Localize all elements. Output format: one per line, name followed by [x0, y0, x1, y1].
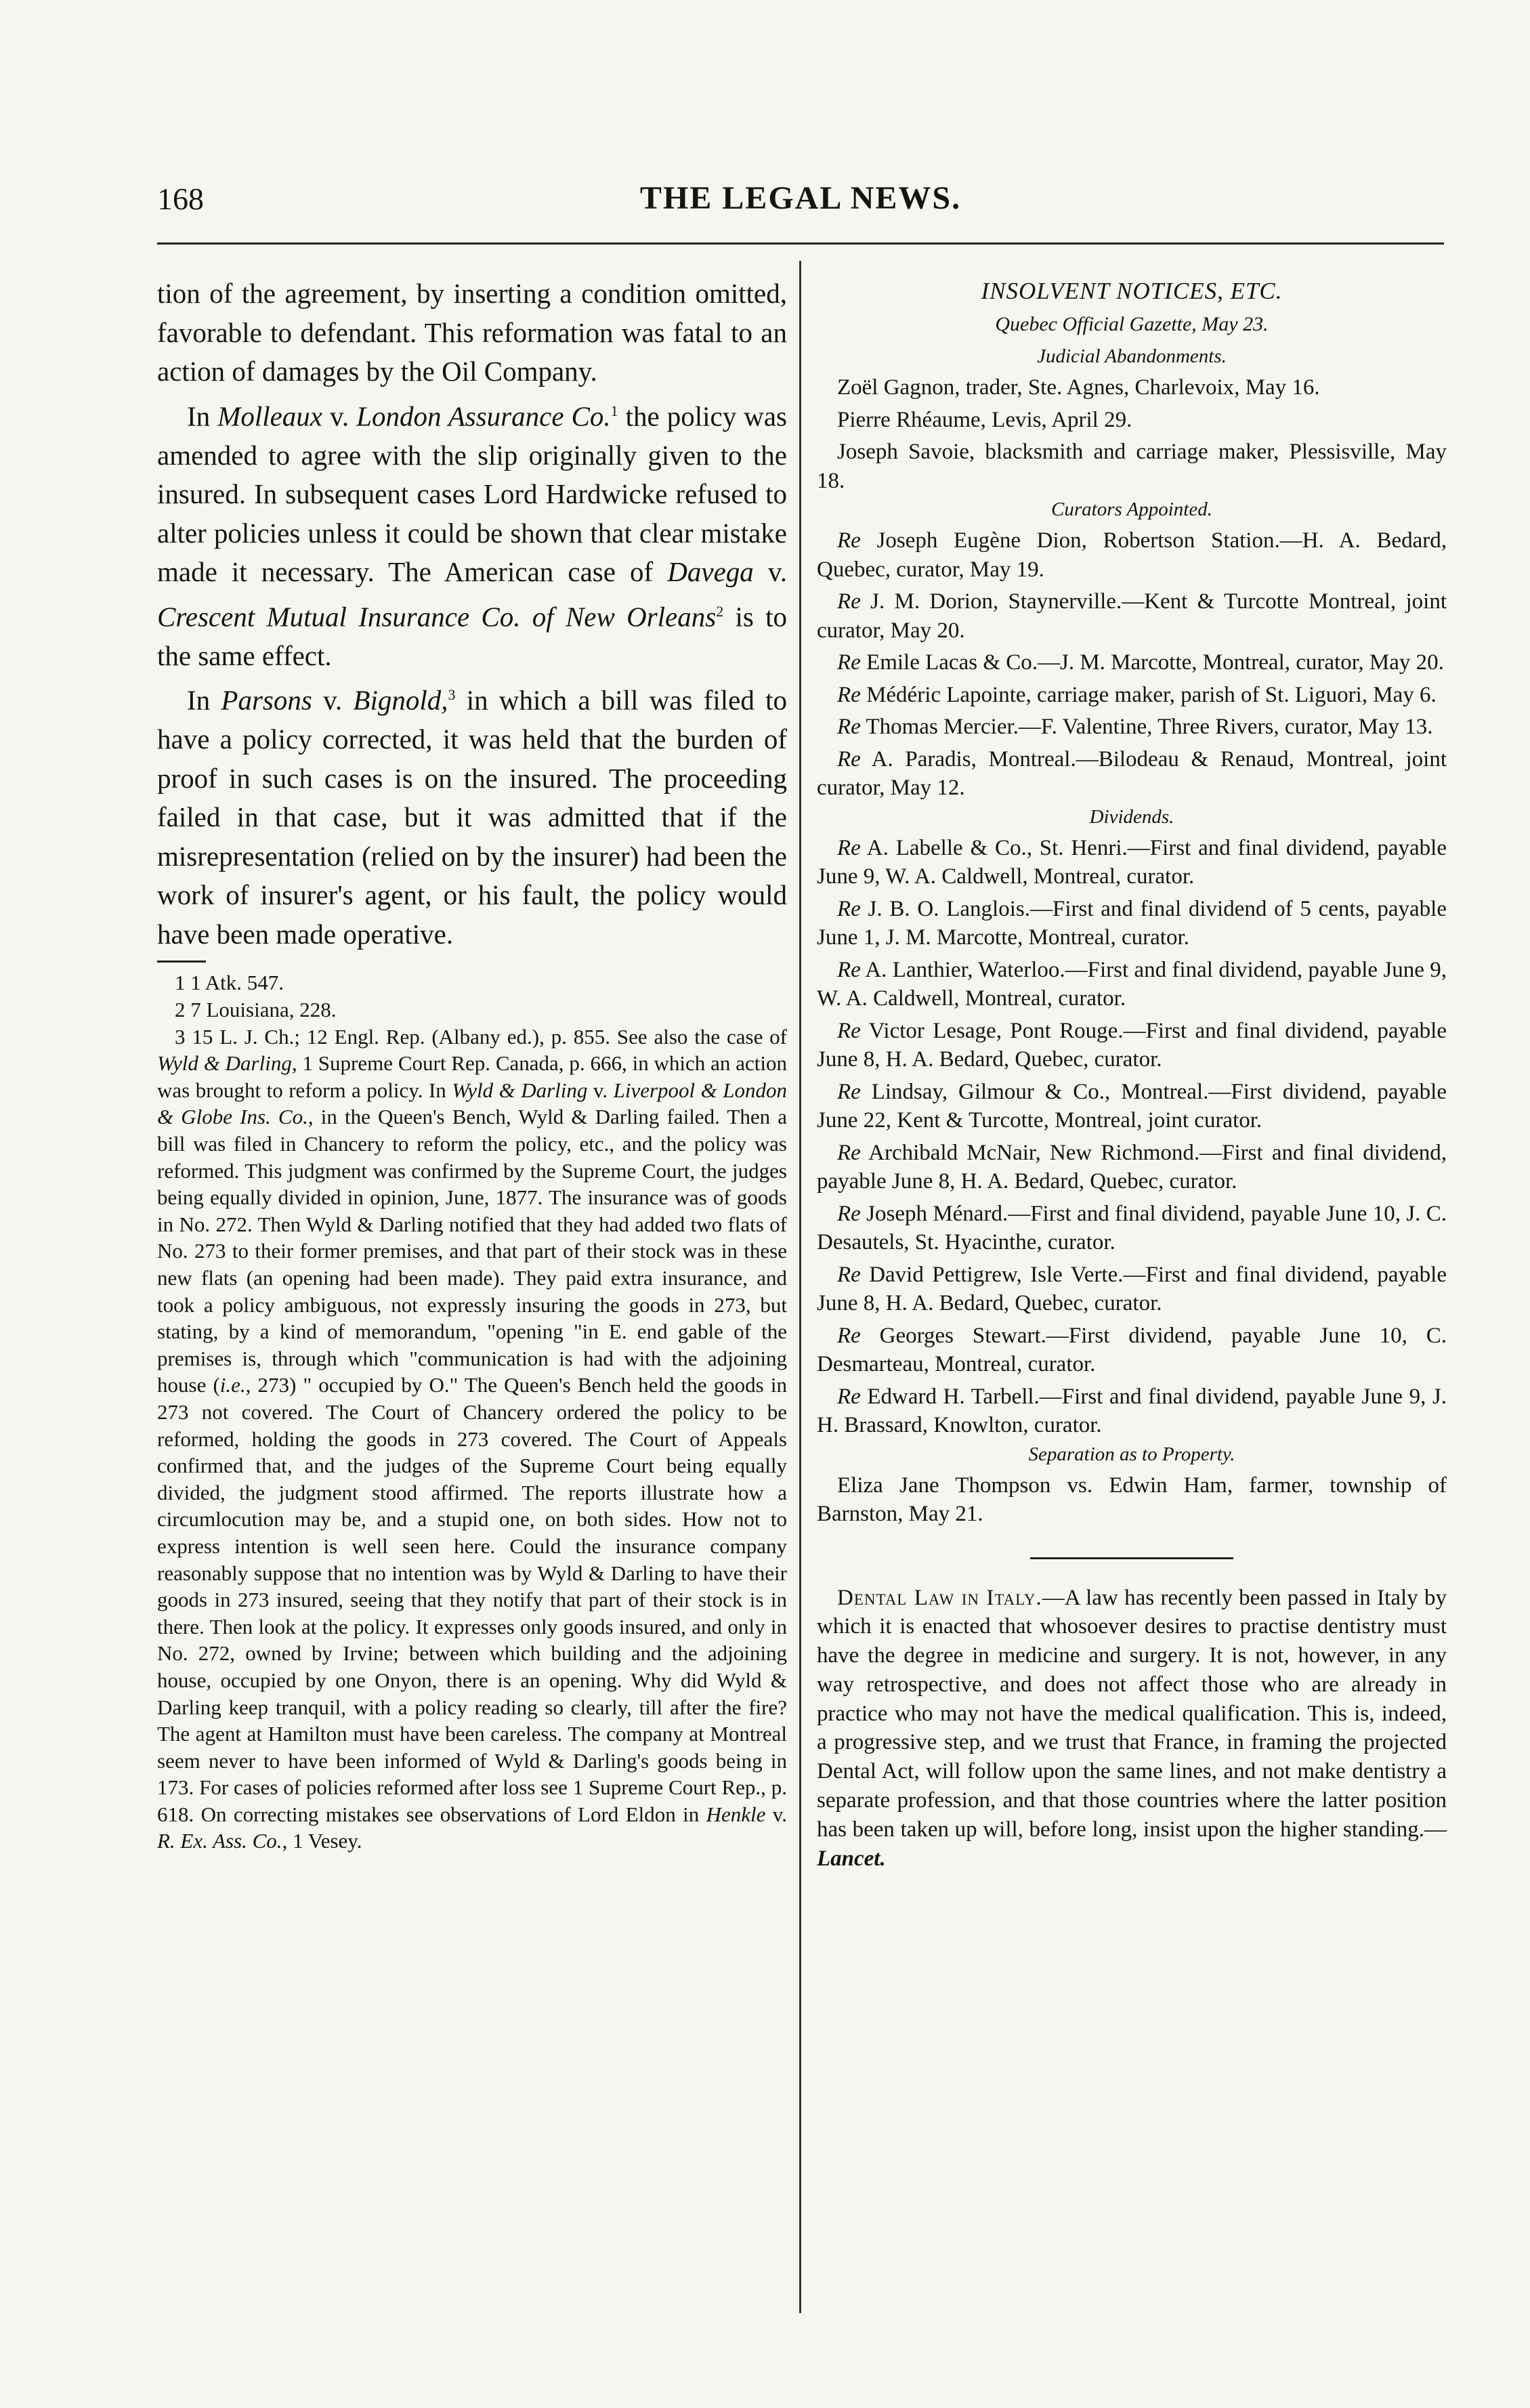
- re-label: Re: [837, 1262, 861, 1287]
- text-run: the policy was amended to agree with the slip originally given to the insured. In subsequent cases Lord Hardwicke refused to alter policies unless it could be shown that clear mistake made it necessary. The American case of: [157, 400, 788, 588]
- re-label: Re: [837, 835, 861, 860]
- running-title: THE LEGAL NEWS.: [639, 180, 962, 216]
- case-party: Crescent Mutual Insurance Co. of New Orleans: [157, 601, 717, 633]
- notice-entry: [817, 713, 1447, 742]
- case-party: Wyld & Darling,: [157, 1051, 297, 1076]
- section-rule: [1030, 1557, 1233, 1559]
- notice-text: Joseph Ménard.—First and final dividend, payable June 10, J. C. Desautels, St. Hyacinthe, curator.: [817, 1201, 1447, 1254]
- notice-entry: [817, 745, 1447, 803]
- page-header: [157, 173, 1444, 227]
- paragraph-parsons: [157, 675, 787, 954]
- notice-text: David Pettigrew, Isle Verte.—First and final dividend, payable June 8, H. A. Bedard, Quebec, curator.: [817, 1262, 1447, 1315]
- notice-text: Archibald McNair, New Richmond.—First and final dividend, payable June 8, H. A. Bedard, Quebec, curator.: [817, 1140, 1447, 1194]
- left-column: [157, 274, 787, 1855]
- article-headline: Dental Law in Italy.: [837, 1585, 1042, 1610]
- notice-text: A. Labelle & Co., St. Henri.—First and final dividend, payable June 9, W. A. Caldwell, Montreal, curator.: [817, 835, 1447, 889]
- case-party: Henkle: [706, 1802, 766, 1826]
- re-label: Re: [837, 1018, 861, 1043]
- footnote-2: 2 7 Louisiana, 228.: [175, 998, 337, 1022]
- notice-entry: [817, 1017, 1447, 1074]
- notice-text: Joseph Savoie, blacksmith and carriage maker, Plessisville, May 18.: [817, 440, 1447, 493]
- text-run: v.: [587, 1078, 614, 1102]
- footnote-ref: 1: [610, 402, 618, 419]
- abbrev: i.e.: [219, 1373, 246, 1397]
- heading-separation: Separation as to Property.: [1028, 1443, 1235, 1465]
- notice-entry: [817, 1261, 1447, 1318]
- footnote-ref: 2: [716, 602, 724, 620]
- text-run: v.: [312, 684, 354, 716]
- article-source: Lancet.: [817, 1846, 886, 1871]
- notice-text: Joseph Eugène Dion, Robertson Station.—H. A. Bedard, Quebec, curator, May 19.: [817, 528, 1447, 582]
- notice-text: A. Paradis, Montreal.—Bilodeau & Renaud, Montreal, joint curator, May 12.: [817, 746, 1447, 800]
- notice-entry: [817, 895, 1447, 952]
- notice-text: Lindsay, Gilmour & Co., Montreal.—First dividend, payable June 22, Kent & Turcotte, Montreal, joint curator.: [817, 1079, 1447, 1133]
- dental-article: [817, 1584, 1447, 1874]
- text-run: v.: [753, 556, 787, 588]
- case-party: Davega: [667, 556, 754, 588]
- case-party: London Assurance Co.: [356, 400, 611, 432]
- notice-text: Médéric Lapointe, carriage maker, parish of St. Liguori, May 6.: [860, 682, 1437, 707]
- re-label: Re: [837, 682, 861, 707]
- notice-entry: [817, 373, 1447, 402]
- gazette-line: Quebec Official Gazette, May 23.: [995, 313, 1269, 335]
- footnote-1: 1 1 Atk. 547.: [175, 971, 284, 995]
- case-party: R. Ex. Ass. Co.: [157, 1829, 282, 1853]
- footnote-ref: 3: [448, 686, 456, 704]
- notice-text: Georges Stewart.—First dividend, payable June 10, C. Desmarteau, Montreal, curator.: [817, 1323, 1447, 1376]
- notice-entry: [817, 1200, 1447, 1257]
- case-party: Bignold,: [353, 684, 448, 716]
- notice-text: A. Lanthier, Waterloo.—First and final dividend, payable June 9, W. A. Caldwell, Montreal, curator.: [817, 957, 1447, 1011]
- notice-text: Thomas Mercier.—F. Valentine, Three Rivers, curator, May 13.: [860, 715, 1433, 739]
- re-label: Re: [837, 1384, 861, 1409]
- re-label: Re: [837, 650, 861, 675]
- text-run: , 1 Vesey.: [282, 1829, 362, 1853]
- re-label: Re: [837, 589, 861, 614]
- header-rule: [157, 242, 1444, 245]
- re-label: Re: [837, 528, 861, 553]
- footnote-3: [157, 1023, 787, 1855]
- heading-curators: Curators Appointed.: [1051, 499, 1212, 520]
- re-label: Re: [837, 1140, 861, 1165]
- notice-text: Victor Lesage, Pont Rouge.—First and final dividend, payable June 8, H. A. Bedard, Quebec, curator.: [817, 1018, 1447, 1072]
- re-label: Re: [837, 1201, 861, 1226]
- re-label: Re: [837, 1079, 861, 1104]
- heading-abandonments: Judicial Abandonments.: [1037, 345, 1227, 367]
- text-run: in which a bill was filed to have a policy corrected, it was held that the burden of proof in such cases is on the insured. The proceeding failed in that case, but it was admitted that if the misrepresentation (relied on by the insurer) had been the work of insurer's agent, or his fault, the policy would have been made operative.: [157, 684, 787, 950]
- re-label: Re: [837, 896, 861, 921]
- text-run: , 273) " occupied by O." The Queen's Bench held the goods in 273 not covered. The Court of Chancery ordered the policy to be reformed, holding the goods in 273 covered. The Court of Appeals confirmed that, and the judges of the Supreme Court being equally divided, the judgment stood affirmed. The reports illustrate how a circumlocution may be, and a stupid one, on both sides. How not to express intention is well seen here. Could the insurance company reasonably suppose that no intention was by Wyld & Darling to have their goods in 273 insured, seeing that they notify that part of their stock is in there. Then look at the policy. It expresses only goods insured, and only in No. 272, owned by Irvine; between which building and the adjoining house, occupied by one Onyon, there is an opening. Why did Wyld & Darling keep tranquil, with a policy reading so clearly, till after the fire? The agent at Hamilton must have been careless. The company at Montreal seem never to have been informed of Wyld & Darling's goods being in 173. For cases of policies reformed after loss see 1 Supreme Court Rep., p. 618. On correcting mistakes see observations of Lord Eldon in: [157, 1373, 787, 1826]
- separation-entry: Eliza Jane Thompson vs. Edwin Ham, farmer, township of Barnston, May 21.: [817, 1473, 1447, 1526]
- notice-entry: [817, 1139, 1447, 1196]
- case-party: Parsons: [221, 684, 312, 716]
- notice-entry: [817, 406, 1447, 435]
- abandonments-list: [817, 373, 1447, 495]
- notice-text: Emile Lacas & Co.—J. M. Marcotte, Montreal, curator, May 20.: [860, 650, 1444, 675]
- text-run: In: [187, 684, 221, 716]
- case-party: Liverpool & London & Globe Ins. Co.: [157, 1078, 787, 1129]
- re-label: Re: [837, 1323, 861, 1348]
- curators-list: [817, 526, 1447, 803]
- text-run: In: [187, 400, 218, 432]
- re-label: Re: [837, 957, 861, 982]
- text-run: v.: [765, 1802, 787, 1826]
- text-run: 1 Supreme Court Rep. Canada, p. 666, in which an action was brought to reform a policy. In: [157, 1051, 788, 1102]
- notice-entry: [817, 1382, 1447, 1440]
- re-label: Re: [837, 715, 861, 739]
- notice-entry: [817, 956, 1447, 1013]
- notice-entry: [817, 834, 1447, 891]
- section-title: INSOLVENT NOTICES, ETC.: [981, 278, 1283, 304]
- case-party: Molleaux: [217, 400, 323, 432]
- notice-entry: [817, 526, 1447, 584]
- case-party: Wyld & Darling: [452, 1078, 588, 1102]
- dividends-list: [817, 834, 1447, 1440]
- notice-text: Edward H. Tarbell.—First and final dividend, payable June 9, J. H. Brassard, Knowlton, curator.: [817, 1384, 1447, 1437]
- notice-entry: [817, 587, 1447, 645]
- notice-text: J. B. O. Langlois.—First and final dividend of 5 cents, payable June 1, J. M. Marcotte, Montreal, curator.: [817, 896, 1447, 950]
- column-divider: [799, 261, 801, 2313]
- text-run: is to the same effect.: [157, 601, 787, 671]
- page-number: 168: [157, 182, 204, 216]
- article-body: —A law has recently been passed in Italy by which it is enacted that whosoever desires to practise dentistry must have the degree in medicine and surgery. It is not, however, in any way retrospective, and does not affect those who are already in practice who may not have the medical qualification. This is, indeed, a progressive step, and we trust that France, in framing the projected Dental Act, will follow upon the same lines, and not make dentistry a separate profession, and that those countries where the latter position has been taken up will, before long, insist upon the higher standing.—: [817, 1585, 1447, 1842]
- footnote-rule: [157, 960, 206, 963]
- notice-entry: [817, 1322, 1447, 1379]
- text-run: , in the Queen's Bench, Wyld & Darling failed. Then a bill was filed in Chancery to reform the policy, etc., and the policy was reformed. This judgment was confirmed by the Supreme Court, the judges being equally divided in opinion, June, 1877. The insurance was of goods in No. 272. Then Wyld & Darling notified that they had added two flats of No. 273 to their former premises, and that part of their stock was in these new flats (an opening had been made). They paid extra insurance, and took a policy ambiguous, not expressly insuring the goods in 273, but stating, by a kind of memorandum, "opening "in E. end gable of the premises is, through which "communication is had with the adjoining house (: [157, 1105, 787, 1397]
- notice-entry: [817, 438, 1447, 495]
- notice-text: J. M. Dorion, Staynerville.—Kent & Turcotte Montreal, joint curator, May 20.: [817, 589, 1447, 643]
- text-run: v.: [322, 400, 357, 432]
- notice-entry: [817, 681, 1447, 710]
- paragraph-molleaux: [157, 392, 787, 676]
- right-column: [817, 278, 1447, 1873]
- notice-text: Pierre Rhéaume, Levis, April 29.: [837, 407, 1132, 432]
- notice-text: Zoël Gagnon, trader, Ste. Agnes, Charlevoix, May 16.: [837, 375, 1320, 400]
- text-run: 3 15 L. J. Ch.; 12 Engl. Rep. (Albany ed.), p. 855. See also the case of: [175, 1024, 787, 1049]
- re-label: Re: [837, 746, 861, 772]
- notice-entry: [817, 648, 1447, 677]
- notice-entry: [817, 1078, 1447, 1135]
- heading-dividends: Dividends.: [1089, 805, 1174, 828]
- paragraph-continuation: tion of the agreement, by inserting a condition omitted, favorable to defendant. This reformation was fatal to an action of damages by the Oil Company.: [157, 278, 787, 387]
